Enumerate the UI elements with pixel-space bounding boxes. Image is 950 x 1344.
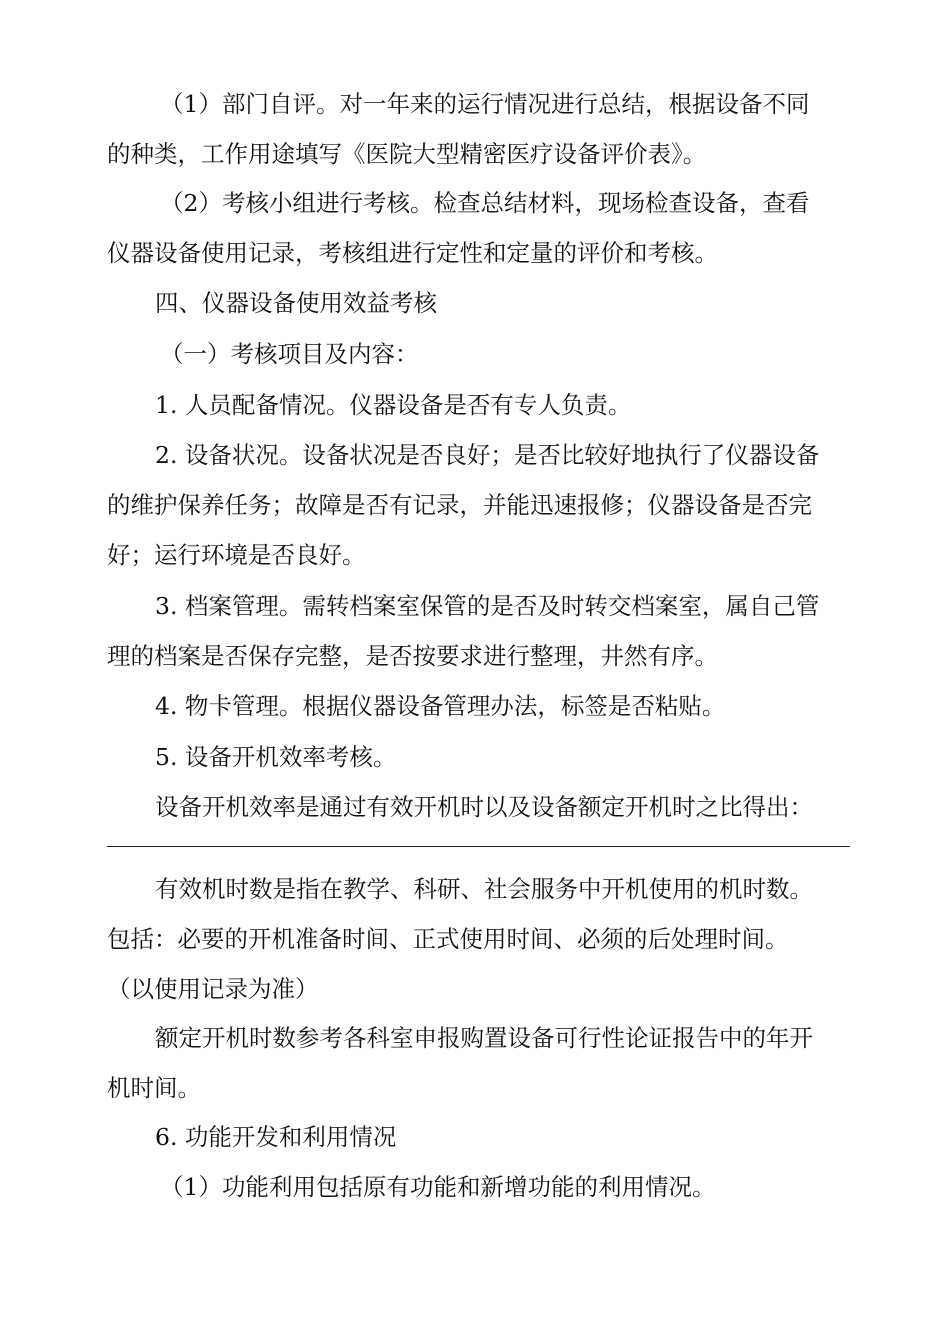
paragraph-line: 设备开机效率是通过有效开机时以及设备额定开机时之比得出： <box>155 793 813 821</box>
formula-divider <box>107 846 850 847</box>
paragraph-line: 的维护保养任务；故障是否有记录，并能迅速报修；仪器设备是否完 <box>107 491 812 519</box>
list-item: 3. 档案管理。需转档案室保管的是否及时转交档案室，属自己管 <box>155 592 820 620</box>
paragraph-line: 包括：必要的开机准备时间、正式使用时间、必须的后处理时间。 <box>107 925 789 953</box>
list-item: 6. 功能开发和利用情况 <box>155 1123 397 1151</box>
paragraph-line: 额定开机时数参考各科室申报购置设备可行性论证报告中的年开 <box>155 1024 813 1052</box>
list-item: 4. 物卡管理。根据仪器设备管理办法，标签是否粘贴。 <box>155 692 726 720</box>
list-item: 2. 设备状况。设备状况是否良好；是否比较好地执行了仪器设备 <box>155 441 820 469</box>
paragraph-line: 有效机时数是指在教学、科研、社会服务中开机使用的机时数。 <box>155 875 813 903</box>
paragraph-line: 的种类，工作用途填写《医院大型精密医疗设备评价表》。 <box>107 140 707 168</box>
list-item: （1）功能利用包括原有功能和新增功能的利用情况。 <box>160 1173 716 1201</box>
paragraph-line: 仪器设备使用记录，考核组进行定性和定量的评价和考核。 <box>107 239 718 267</box>
paragraph-line: （1）部门自评。对一年来的运行情况进行总结，根据设备不同 <box>160 90 810 118</box>
paragraph-line: （2）考核小组进行考核。检查总结材料，现场检查设备，查看 <box>160 189 810 217</box>
paragraph-line: 好；运行环境是否良好。 <box>107 541 366 569</box>
list-item: 1. 人员配备情况。仪器设备是否有专人负责。 <box>155 391 632 419</box>
paragraph-line: （以使用记录为准） <box>107 975 319 1003</box>
paragraph-line: 机时间。 <box>107 1074 201 1102</box>
list-item: 5. 设备开机效率考核。 <box>155 743 397 771</box>
paragraph-line: 理的档案是否保存完整，是否按要求进行整理，井然有序。 <box>107 642 718 670</box>
subsection-heading: （一）考核项目及内容： <box>160 340 419 368</box>
section-heading: 四、仪器设备使用效益考核 <box>155 289 437 317</box>
